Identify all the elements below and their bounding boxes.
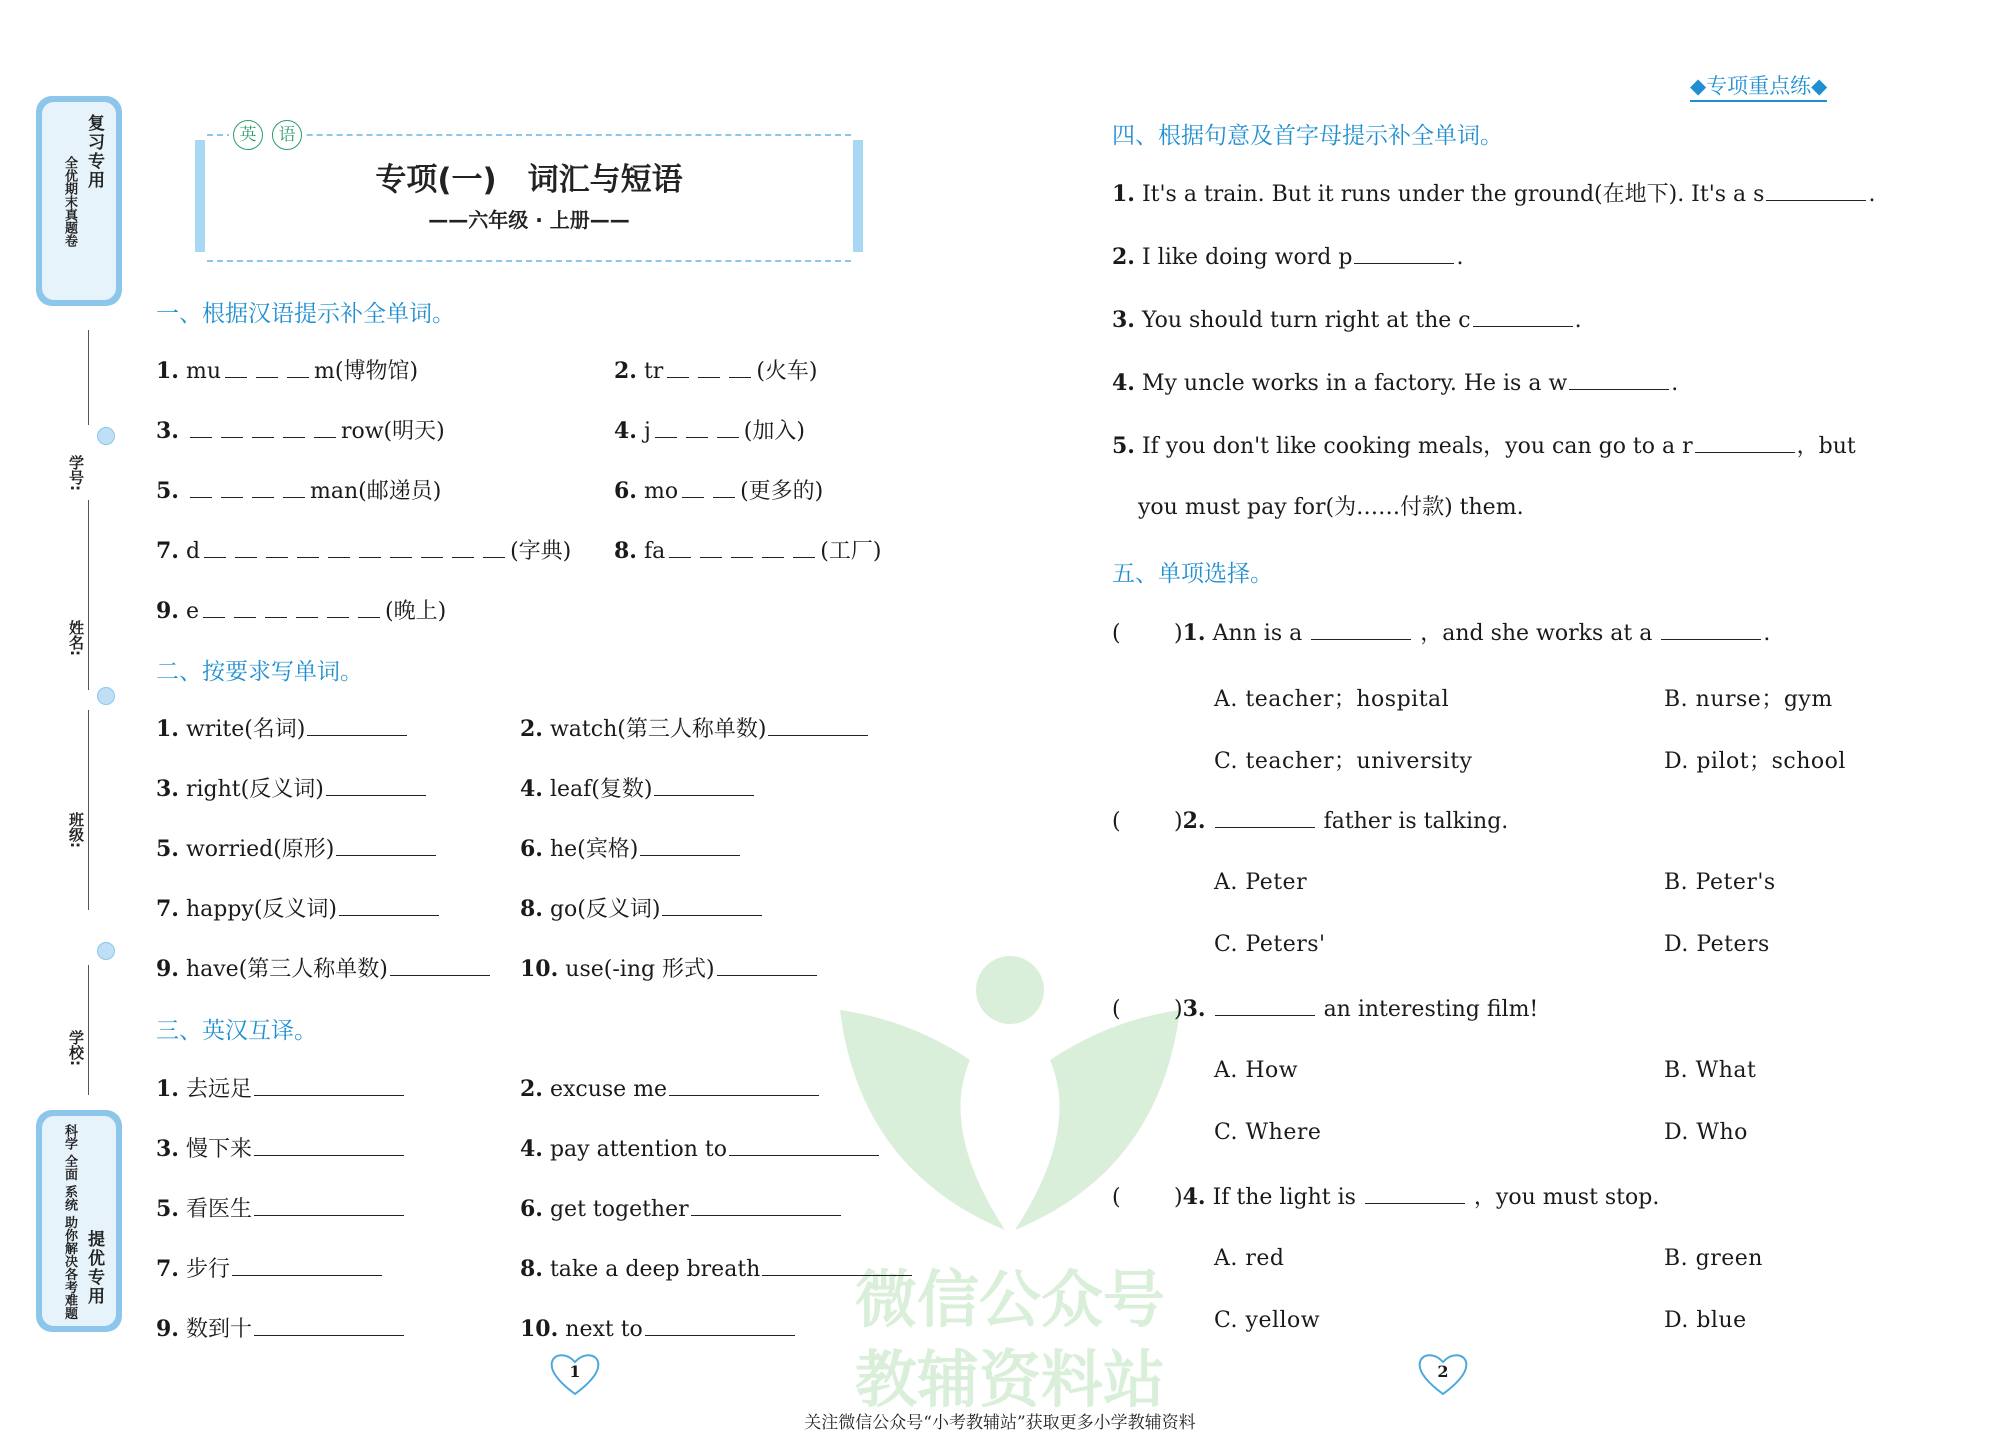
letter-blank[interactable]: [221, 419, 243, 438]
item-number: 7.: [156, 896, 179, 922]
item-hint: row(明天): [340, 419, 445, 444]
option-a[interactable]: A. red: [1214, 1246, 1285, 1271]
field-student-no: 学号:: [67, 455, 85, 491]
letter-blank[interactable]: [252, 419, 274, 438]
item-prefix: mo: [643, 479, 679, 504]
side-bottom-label-small: 科学 全面 系统 助你解决各考难题: [62, 1124, 77, 1320]
section2-heading: 二、按要求写单词。: [156, 659, 363, 685]
page-number-left: 1: [548, 1350, 602, 1398]
letter-blank[interactable]: [203, 599, 225, 618]
item-prefix: e: [185, 599, 199, 624]
section1-item: [614, 478, 823, 505]
section3-item: [520, 1316, 797, 1343]
item-suffix: .: [1456, 245, 1464, 270]
item-text: use(-ing 形式): [565, 957, 715, 982]
section3-item: [156, 1256, 384, 1283]
letter-blank[interactable]: [256, 359, 278, 378]
answer-blank[interactable]: [669, 1077, 819, 1096]
section2-item: [520, 716, 870, 743]
answer-parentheses[interactable]: (: [1112, 621, 1121, 646]
section1-item: [156, 478, 441, 505]
field-name: 姓名:: [67, 620, 85, 656]
section1-item: [156, 358, 418, 385]
question-text: an interesting film!: [1323, 997, 1539, 1022]
side-top-label-small: 全优期末真题卷: [62, 156, 77, 247]
item-prefix: tr: [643, 359, 664, 384]
field-class: 班级:: [67, 812, 85, 848]
option-b[interactable]: B. What: [1664, 1058, 1757, 1083]
top-right-tag: ◆专项重点练◆: [1690, 70, 1827, 100]
item-text: he(宾格): [549, 837, 639, 862]
question-number: 4.: [1182, 1184, 1206, 1210]
item-suffix: .: [1671, 371, 1679, 396]
section4-item: [1112, 370, 1678, 397]
letter-blank[interactable]: [283, 479, 305, 498]
answer-blank[interactable]: [768, 717, 868, 736]
letter-blank[interactable]: [234, 599, 256, 618]
item-text: excuse me: [549, 1077, 668, 1102]
letter-blank[interactable]: [221, 479, 243, 498]
letter-blank[interactable]: [287, 359, 309, 378]
section4-item: [1112, 244, 1463, 271]
letter-blank[interactable]: [655, 419, 677, 438]
answer-blank[interactable]: [1215, 809, 1315, 828]
answer-blank[interactable]: [640, 837, 740, 856]
answer-blank[interactable]: [254, 1197, 404, 1216]
item-text: happy(反义词): [185, 897, 338, 922]
section4-item: [1112, 433, 1856, 460]
answer-blank[interactable]: [254, 1137, 404, 1156]
letter-blank[interactable]: [204, 539, 226, 558]
footer-note: 关注微信公众号“小考教辅站”获取更多小学教辅资料: [804, 1413, 1196, 1433]
watermark-line1: 微信公众号: [854, 1263, 1165, 1336]
item-hint: (晚上): [385, 599, 447, 624]
letter-blank[interactable]: [686, 419, 708, 438]
section1-item: [156, 598, 446, 625]
item-text: If you don't like cooking meals，you can go to a r: [1141, 434, 1693, 459]
section3-item: [156, 1136, 406, 1163]
item-prefix: d: [185, 539, 201, 564]
item-text: next to: [565, 1317, 643, 1342]
answer-blank[interactable]: [254, 1077, 404, 1096]
item-number: 6.: [520, 1196, 543, 1222]
letter-blank[interactable]: [669, 539, 691, 558]
section2-item: [156, 956, 492, 983]
item-suffix: .: [1574, 308, 1582, 333]
item-number: 1.: [156, 358, 179, 384]
item-text: watch(第三人称单数): [549, 717, 767, 742]
letter-blank[interactable]: [729, 359, 751, 378]
letter-blank[interactable]: [266, 539, 288, 558]
item-number: 8.: [520, 1256, 543, 1282]
section3-item: [156, 1196, 406, 1223]
item-text: It's a train. But it runs under the ground(在地下). It's a s: [1141, 182, 1765, 207]
item-text: 看医生: [185, 1197, 252, 1222]
page-title: 专项(一) 词汇与短语: [375, 162, 683, 198]
letter-blank[interactable]: [358, 599, 380, 618]
letter-blank[interactable]: [327, 599, 349, 618]
section5-question: ( )2. father is talking.: [1112, 808, 1509, 834]
item-number: 2.: [520, 1076, 543, 1102]
answer-blank[interactable]: [1473, 308, 1573, 327]
question-text-post: .: [1763, 621, 1771, 646]
item-number: 10.: [520, 956, 559, 982]
letter-blank[interactable]: [314, 419, 336, 438]
letter-blank[interactable]: [265, 599, 287, 618]
answer-blank[interactable]: [1215, 997, 1315, 1016]
section3-item: [520, 1196, 843, 1223]
answer-blank[interactable]: [1365, 1185, 1465, 1204]
question-number: 3.: [1182, 996, 1206, 1022]
letter-blank[interactable]: [421, 539, 443, 558]
item-text: 慢下来: [185, 1137, 252, 1162]
section3-item: [520, 1256, 914, 1283]
item-prefix: fa: [643, 539, 666, 564]
letter-blank[interactable]: [190, 479, 212, 498]
answer-blank[interactable]: [762, 1257, 912, 1276]
item-number: 9.: [156, 1316, 179, 1342]
side-strip-top: [36, 96, 122, 306]
side-bottom-label-big: 提优专用: [84, 1230, 104, 1306]
item-text: 步行: [185, 1257, 230, 1282]
question-number: 2.: [1182, 808, 1206, 834]
item-suffix: ，but: [1796, 434, 1856, 459]
section2-item: [156, 836, 438, 863]
section3-item: [520, 1136, 881, 1163]
answer-blank[interactable]: [662, 897, 762, 916]
option-d[interactable]: D. pilot；school: [1664, 749, 1846, 774]
letter-blank[interactable]: [235, 539, 257, 558]
item-number: 2.: [520, 716, 543, 742]
item-number: 4.: [520, 776, 543, 802]
item-hint: man(邮递员): [309, 479, 442, 504]
answer-blank[interactable]: [1354, 245, 1454, 264]
section4-item: [1112, 181, 1875, 208]
item-number: 10.: [520, 1316, 559, 1342]
section2-item: [156, 896, 441, 923]
answer-blank[interactable]: [1766, 182, 1866, 201]
item-text: worried(原形): [185, 837, 335, 862]
item-number: 9.: [156, 956, 179, 982]
section2-item: [520, 776, 756, 803]
item-number: 1.: [1112, 181, 1135, 207]
answer-blank[interactable]: [1695, 434, 1795, 453]
letter-blank[interactable]: [698, 359, 720, 378]
option-d[interactable]: D. Who: [1664, 1120, 1748, 1145]
subject-char-1: 英: [233, 120, 263, 150]
item-number: 5.: [156, 478, 179, 504]
option-c[interactable]: C. Where: [1214, 1120, 1322, 1145]
answer-blank[interactable]: [254, 1317, 404, 1336]
item-number: 4.: [1112, 370, 1135, 396]
option-c[interactable]: C. teacher；university: [1214, 749, 1473, 774]
section1-item: [614, 418, 805, 445]
section3-heading: 三、英汉互译。: [156, 1018, 317, 1044]
title-box: [195, 125, 863, 262]
section1-item: [614, 538, 881, 565]
answer-blank[interactable]: [232, 1257, 382, 1276]
item-number: 3.: [1112, 307, 1135, 333]
option-a[interactable]: A. Peter: [1214, 870, 1308, 895]
item-hint: (火车): [756, 359, 818, 384]
item-text: have(第三人称单数): [185, 957, 388, 982]
question-text-pre: Ann is a: [1212, 621, 1303, 646]
section2-item: [520, 956, 819, 983]
letter-blank[interactable]: [731, 539, 753, 558]
section4-item: [1112, 307, 1582, 334]
letter-blank[interactable]: [225, 359, 247, 378]
question-text-pre: If the light is: [1212, 1185, 1356, 1210]
item-number: 8.: [520, 896, 543, 922]
side-top-label-big: 复习专用: [84, 114, 104, 190]
item-text: go(反义词): [549, 897, 661, 922]
item-number: 6.: [614, 478, 637, 504]
answer-blank[interactable]: [336, 837, 436, 856]
item-text: right(反义词): [185, 777, 324, 802]
answer-blank[interactable]: [645, 1317, 795, 1336]
section4-heading: 四、根据句意及首字母提示补全单词。: [1112, 123, 1503, 149]
section1-item: [614, 358, 818, 385]
option-a[interactable]: A. teacher；hospital: [1214, 687, 1450, 712]
section3-item: [156, 1076, 406, 1103]
item-number: 3.: [156, 418, 179, 444]
letter-blank[interactable]: [283, 419, 305, 438]
answer-blank[interactable]: [1311, 621, 1411, 640]
answer-blank[interactable]: [390, 957, 490, 976]
question-number: 1.: [1182, 620, 1206, 646]
option-b[interactable]: B. nurse；gym: [1664, 687, 1833, 712]
item-number: 3.: [156, 776, 179, 802]
section2-item: [520, 896, 764, 923]
page-number-right: 2: [1416, 1350, 1470, 1398]
section1-heading: 一、根据汉语提示补全单词。: [156, 301, 455, 327]
item-hint: (字典): [510, 539, 572, 564]
answer-blank[interactable]: [339, 897, 439, 916]
option-c[interactable]: C. Peters': [1214, 932, 1326, 957]
section3-item: [520, 1076, 821, 1103]
answer-blank[interactable]: [717, 957, 817, 976]
item-number: 5.: [1112, 433, 1135, 459]
item-text: get together: [549, 1197, 689, 1222]
item-hint: (工厂): [820, 539, 882, 564]
section1-item: [156, 418, 445, 445]
answer-blank[interactable]: [654, 777, 754, 796]
section5-question: ( )1. Ann is a ，and she works at a .: [1112, 620, 1771, 646]
item-hint: (加入): [743, 419, 805, 444]
letter-blank[interactable]: [700, 539, 722, 558]
answer-parentheses[interactable]: (: [1112, 1185, 1121, 1210]
item-text: I like doing word p: [1141, 245, 1353, 270]
item-text: 数到十: [185, 1317, 252, 1342]
item-number: 6.: [520, 836, 543, 862]
watermark-line2: 教辅资料站: [854, 1343, 1165, 1416]
option-d[interactable]: D. Peters: [1664, 932, 1770, 957]
subject-badge: [229, 120, 306, 150]
letter-blank[interactable]: [667, 359, 689, 378]
letter-blank[interactable]: [452, 539, 474, 558]
field-school: 学校:: [67, 1030, 85, 1066]
letter-blank[interactable]: [297, 539, 319, 558]
section2-item: [156, 716, 409, 743]
answer-blank[interactable]: [691, 1197, 841, 1216]
item-text: My uncle works in a factory. He is a w: [1141, 371, 1568, 396]
item-number: 7.: [156, 538, 179, 564]
item-number: 5.: [156, 836, 179, 862]
option-b[interactable]: B. Peter's: [1664, 870, 1776, 895]
answer-blank[interactable]: [307, 717, 407, 736]
subject-char-2: 语: [272, 120, 302, 150]
answer-blank[interactable]: [1661, 621, 1761, 640]
item-text: take a deep breath: [549, 1257, 761, 1282]
section5-question: ( )3. an interesting film!: [1112, 996, 1539, 1022]
answer-blank[interactable]: [729, 1137, 879, 1156]
letter-blank[interactable]: [713, 479, 735, 498]
question-text: ，and she works at a: [1420, 621, 1653, 646]
item-number: 2.: [614, 358, 637, 384]
letter-blank[interactable]: [328, 539, 350, 558]
question-text: father is talking.: [1323, 809, 1509, 834]
letter-blank[interactable]: [483, 539, 505, 558]
section4-item5-line2: you must pay for(为……付款) them.: [1138, 495, 1524, 520]
section3-item: [156, 1316, 406, 1343]
answer-parentheses[interactable]: (: [1112, 809, 1121, 834]
section1-item: [156, 538, 571, 565]
page-subtitle: ——六年级 · 上册——: [428, 208, 630, 232]
answer-blank[interactable]: [326, 777, 426, 796]
item-hint: m(博物馆): [314, 359, 419, 384]
item-text: 去远足: [185, 1077, 252, 1102]
question-text: ，you must stop.: [1473, 1185, 1660, 1210]
section2-item: [156, 776, 428, 803]
item-number: 1.: [156, 716, 179, 742]
item-number: 4.: [520, 1136, 543, 1162]
item-number: 1.: [156, 1076, 179, 1102]
section5-question: ( )4. If the light is ，you must stop.: [1112, 1184, 1660, 1210]
letter-blank[interactable]: [682, 479, 704, 498]
item-number: 5.: [156, 1196, 179, 1222]
item-number: 9.: [156, 598, 179, 624]
item-text: pay attention to: [549, 1137, 727, 1162]
option-d[interactable]: D. blue: [1664, 1308, 1747, 1333]
item-prefix: mu: [185, 359, 221, 384]
letter-blank[interactable]: [762, 539, 784, 558]
item-text: You should turn right at the c: [1141, 308, 1471, 333]
item-hint: (更多的): [740, 479, 824, 504]
item-suffix: .: [1868, 182, 1876, 207]
letter-blank[interactable]: [252, 479, 274, 498]
side-strip-bottom: [36, 1110, 122, 1332]
item-text: write(名词): [185, 717, 306, 742]
section5-heading: 五、单项选择。: [1112, 561, 1273, 587]
answer-blank[interactable]: [1569, 371, 1669, 390]
item-number: 3.: [156, 1136, 179, 1162]
item-number: 2.: [1112, 244, 1135, 270]
item-number: 8.: [614, 538, 637, 564]
option-a[interactable]: A. How: [1214, 1058, 1299, 1083]
letter-blank[interactable]: [717, 419, 739, 438]
item-prefix: j: [643, 419, 651, 444]
letter-blank[interactable]: [190, 419, 212, 438]
item-text: leaf(复数): [549, 777, 653, 802]
option-c[interactable]: C. yellow: [1214, 1308, 1321, 1333]
option-b[interactable]: B. green: [1664, 1246, 1763, 1271]
answer-parentheses[interactable]: (: [1112, 997, 1121, 1022]
letter-blank[interactable]: [296, 599, 318, 618]
item-number: 4.: [614, 418, 637, 444]
section2-item: [520, 836, 742, 863]
item-number: 7.: [156, 1256, 179, 1282]
letter-blank[interactable]: [390, 539, 412, 558]
letter-blank[interactable]: [793, 539, 815, 558]
letter-blank[interactable]: [359, 539, 381, 558]
